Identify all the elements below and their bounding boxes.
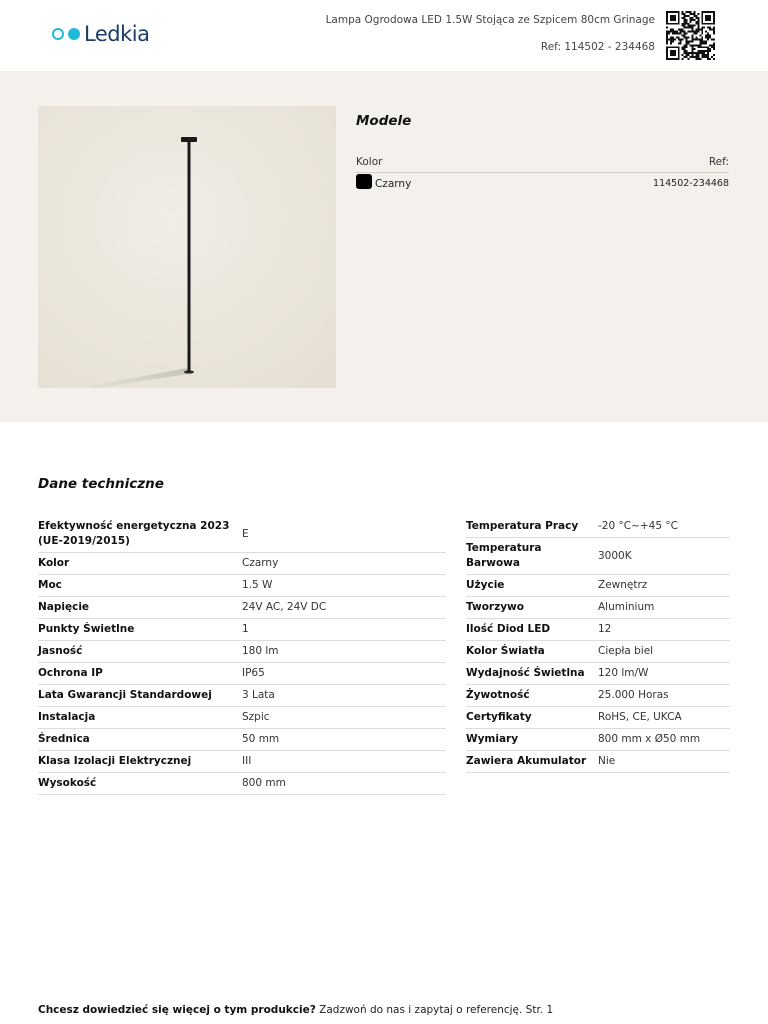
spec-row <box>466 641 730 663</box>
spec-row <box>38 575 446 597</box>
spec-row <box>38 516 446 553</box>
models-title: Modele <box>356 113 412 129</box>
spec-row <box>38 641 446 663</box>
spec-key: Moc <box>38 575 242 597</box>
models-header <box>356 156 729 173</box>
spec-row <box>38 773 446 795</box>
spec-value: 25.000 Horas <box>598 685 730 707</box>
spec-value: 3000K <box>598 538 730 575</box>
logo-ring-icon <box>52 28 64 40</box>
spec-key: Punkty Świetlne <box>38 619 242 641</box>
spec-value: 12 <box>598 619 730 641</box>
model-row[interactable] <box>356 174 729 194</box>
spec-value: 3 Lata <box>242 685 446 707</box>
spec-key: Lata Gwarancji Standardowej <box>38 685 242 707</box>
spec-row <box>466 685 730 707</box>
spike-lamp-image <box>38 106 336 388</box>
footer-question: Chcesz dowiedzieć się więcej o tym produkcie? <box>38 1004 316 1016</box>
spec-row <box>466 729 730 751</box>
spec-key: Efektywność energetyczna 2023 (UE-2019/2015) <box>38 516 242 553</box>
spec-value: Ciepła biel <box>598 641 730 663</box>
spec-value: III <box>242 751 446 773</box>
spec-key: Wymiary <box>466 729 598 751</box>
logo-dot-icon <box>68 28 80 40</box>
tech-title: Dane techniczne <box>38 476 164 492</box>
spec-value: RoHS, CE, UKCA <box>598 707 730 729</box>
spec-row <box>38 553 446 575</box>
logo-text: Ledkia <box>84 22 150 46</box>
product-ref: Ref: 114502 - 234468 <box>540 41 655 53</box>
spec-row <box>466 663 730 685</box>
spec-value: 120 lm/W <box>598 663 730 685</box>
spec-key: Zawiera Akumulator <box>466 751 598 773</box>
ledkia-logo[interactable] <box>52 22 149 46</box>
spec-key: Wydajność Świetlna <box>466 663 598 685</box>
spec-value: 24V AC, 24V DC <box>242 597 446 619</box>
model-color-name: Czarny <box>375 178 412 190</box>
spec-row <box>38 685 446 707</box>
spec-value: Czarny <box>242 553 446 575</box>
spec-row <box>38 619 446 641</box>
spec-value: Zewnętrz <box>598 575 730 597</box>
spec-value: 1.5 W <box>242 575 446 597</box>
spec-key: Ilość Diod LED <box>466 619 598 641</box>
models-col-ref: Ref: <box>708 156 729 168</box>
spec-key: Certyfikaty <box>466 707 598 729</box>
spec-row <box>466 538 730 575</box>
spec-row <box>38 729 446 751</box>
spec-row <box>38 751 446 773</box>
spec-key: Temperatura Pracy <box>466 516 598 538</box>
product-title: Lampa Ogrodowa LED 1.5W Stojąca ze Szpicem 80cm Grinage <box>325 14 655 26</box>
spec-row <box>466 575 730 597</box>
page-header <box>0 0 768 71</box>
spec-key: Żywotność <box>466 685 598 707</box>
spec-value: 800 mm x Ø50 mm <box>598 729 730 751</box>
models-col-color: Kolor <box>356 156 383 168</box>
spec-key: Średnica <box>38 729 242 751</box>
spec-value: 800 mm <box>242 773 446 795</box>
spec-table-left <box>38 516 446 795</box>
spec-key: Kolor Światła <box>466 641 598 663</box>
spec-value: Nie <box>598 751 730 773</box>
model-ref: 114502-234468 <box>653 178 729 189</box>
spec-row <box>38 597 446 619</box>
spec-row <box>466 619 730 641</box>
spec-key: Użycie <box>466 575 598 597</box>
qr-code-icon[interactable] <box>666 11 715 60</box>
spec-value: 180 lm <box>242 641 446 663</box>
spec-value: -20 °C~+45 °C <box>598 516 730 538</box>
spec-row <box>466 597 730 619</box>
spec-key: Ochrona IP <box>38 663 242 685</box>
spec-key: Instalacja <box>38 707 242 729</box>
footer-note <box>38 1004 553 1016</box>
footer-text: Zadzwoń do nas i zapytaj o referencję. Str. 1 <box>315 1004 554 1016</box>
spec-value: Szpic <box>242 707 446 729</box>
spec-value: E <box>242 516 446 553</box>
product-photo <box>38 106 336 388</box>
spec-row <box>38 707 446 729</box>
spec-value: Aluminium <box>598 597 730 619</box>
spec-row <box>38 663 446 685</box>
spec-key: Jasność <box>38 641 242 663</box>
spec-key: Temperatura Barwowa <box>466 538 598 575</box>
spec-row <box>466 707 730 729</box>
spec-row <box>466 516 730 538</box>
spec-table-right <box>466 516 730 773</box>
spec-row <box>466 751 730 773</box>
spec-value: IP65 <box>242 663 446 685</box>
spec-key: Wysokość <box>38 773 242 795</box>
color-swatch <box>356 174 372 189</box>
spec-key: Napięcie <box>38 597 242 619</box>
spec-key: Kolor <box>38 553 242 575</box>
spec-key: Tworzywo <box>466 597 598 619</box>
spec-value: 1 <box>242 619 446 641</box>
spec-value: 50 mm <box>242 729 446 751</box>
spec-key: Klasa Izolacji Elektrycznej <box>38 751 242 773</box>
